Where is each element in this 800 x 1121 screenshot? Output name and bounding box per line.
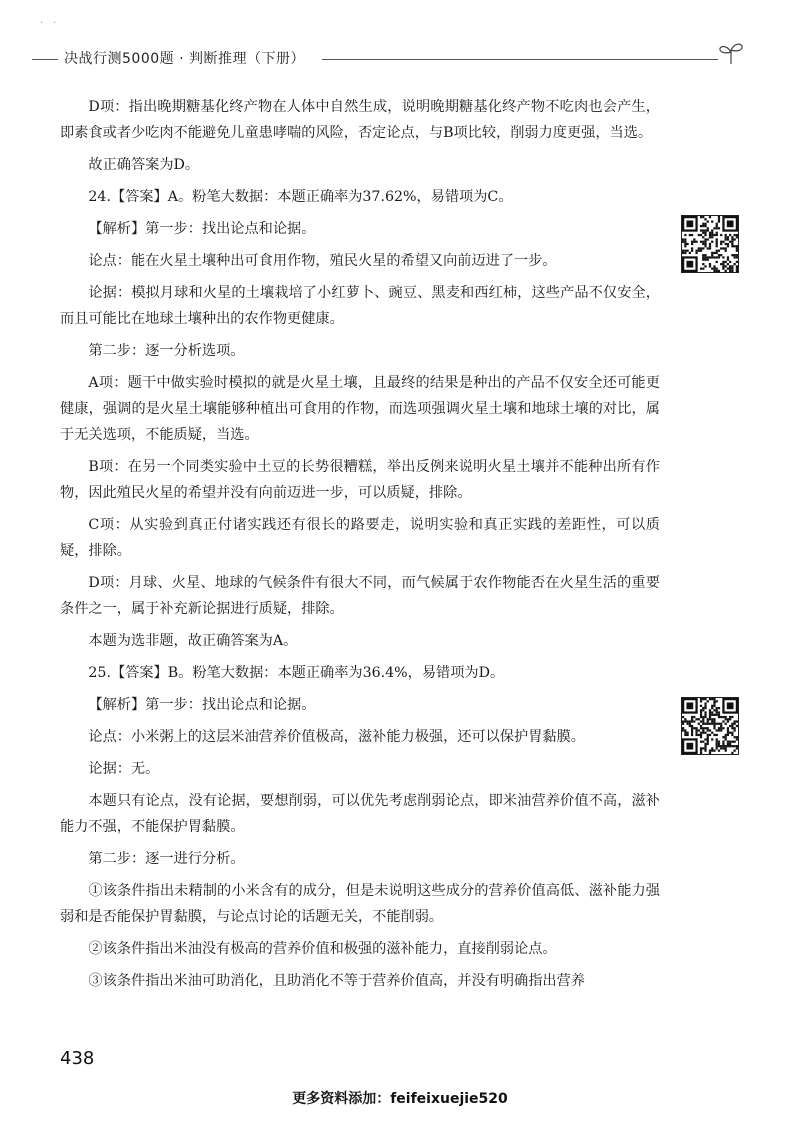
paragraph-q25-evidence: 论据：无。 [88, 761, 160, 777]
paragraph-q24-option-b: B项：在另一个同类实验中土豆的长势很糟糕，举出反例来说明火星土壤并不能种出所有作物，因此殖民火星的希望并没有向前迈进一步，可以质疑，排除。 [60, 459, 660, 501]
qr-code-question-24[interactable] [681, 215, 739, 273]
paragraph-q25-strategy: 本题只有论点，没有论据，要想削弱，可以优先考虑削弱论点，即米油营养价值不高，滋补能力不强，不能保护胃黏膜。 [60, 793, 660, 835]
paragraph-option-d-analysis: D项：指出晚期糖基化终产物在人体中自然生成，说明晚期糖基化终产物不吃肉也会产生，即素食或者少吃肉不能避免儿童患哮喘的风险，否定论点，与B项比较，削弱力度更强，当选。 [60, 99, 660, 141]
paragraph-q24-thesis: 论点：能在火星土壤种出可食用作物，殖民火星的希望又向前迈进了一步。 [88, 253, 557, 269]
header-rule-right [322, 59, 718, 60]
paragraph-q24-option-c: C项：从实验到真正付诸实践还有很长的路要走，说明实验和真正实践的差距性，可以质疑，排除。 [60, 517, 660, 559]
scan-mark: · · [40, 18, 57, 29]
page-body [60, 94, 660, 1000]
paragraph-answer-23: 故正确答案为D。 [88, 157, 200, 173]
footer-note: 更多资料添加：feifeixuejie520 [292, 1091, 508, 1107]
header-title: 决战行测5000题 · 判断推理（下册） [64, 51, 305, 67]
paragraph-q25-answer: 25.【答案】B。粉笔大数据：本题正确率为36.4%，易错项为D。 [88, 665, 505, 681]
paragraph-q24-option-d: D项：月球、火星、地球的气候条件有很大不同，而气候属于农作物能否在火星生活的重要条件之一，属于补充新论据进行质疑，排除。 [60, 575, 660, 617]
paragraph-q25-thesis: 论点：小米粥上的这层米油营养价值极高，滋补能力极强，还可以保护胃黏膜。 [88, 729, 585, 745]
qr-code-question-25[interactable] [681, 697, 739, 755]
paragraph-q25-step2: 第二步：逐一进行分析。 [88, 851, 245, 867]
paragraph-q24-answer: 24.【答案】A。粉笔大数据：本题正确率为37.62%，易错项为C。 [88, 189, 513, 205]
paragraph-q25-analysis-step1: 【解析】第一步：找出论点和论据。 [88, 697, 316, 713]
paragraph-q24-evidence: 论据：模拟月球和火星的土壤栽培了小红萝卜、豌豆、黑麦和西红柿，这些产品不仅安全，而且可能比在地球土壤种出的农作物更健康。 [60, 285, 660, 327]
paragraph-q24-analysis-step1: 【解析】第一步：找出论点和论据。 [88, 221, 316, 237]
paragraph-q24-option-a: A项：题干中做实验时模拟的就是火星土壤，且最终的结果是种出的产品不仅安全还可能更健康，强调的是火星土壤能够种植出可食用的作物，而选项强调火星土壤和地球土壤的对比，属于无关选项，不能质疑，当选。 [60, 375, 660, 443]
paragraph-q25-item-1: ①该条件指出未精制的小米含有的成分，但是未说明这些成分的营养价值高低、滋补能力强弱和是否能保护胃黏膜，与论点讨论的话题无关，不能削弱。 [60, 883, 660, 925]
paragraph-q24-conclusion: 本题为选非题，故正确答案为A。 [88, 633, 298, 649]
running-header [0, 40, 800, 70]
paragraph-q25-item-2: ②该条件指出米油没有极高的营养价值和极强的滋补能力，直接削弱论点。 [88, 941, 557, 957]
sprout-icon [716, 40, 746, 66]
paragraph-q24-step2: 第二步：逐一分析选项。 [88, 343, 245, 359]
page-number: 438 [60, 1048, 95, 1069]
header-rule-left [32, 59, 58, 60]
paragraph-q25-item-3: ③该条件指出米油可助消化，且助消化不等于营养价值高，并没有明确指出营养 [88, 973, 585, 989]
